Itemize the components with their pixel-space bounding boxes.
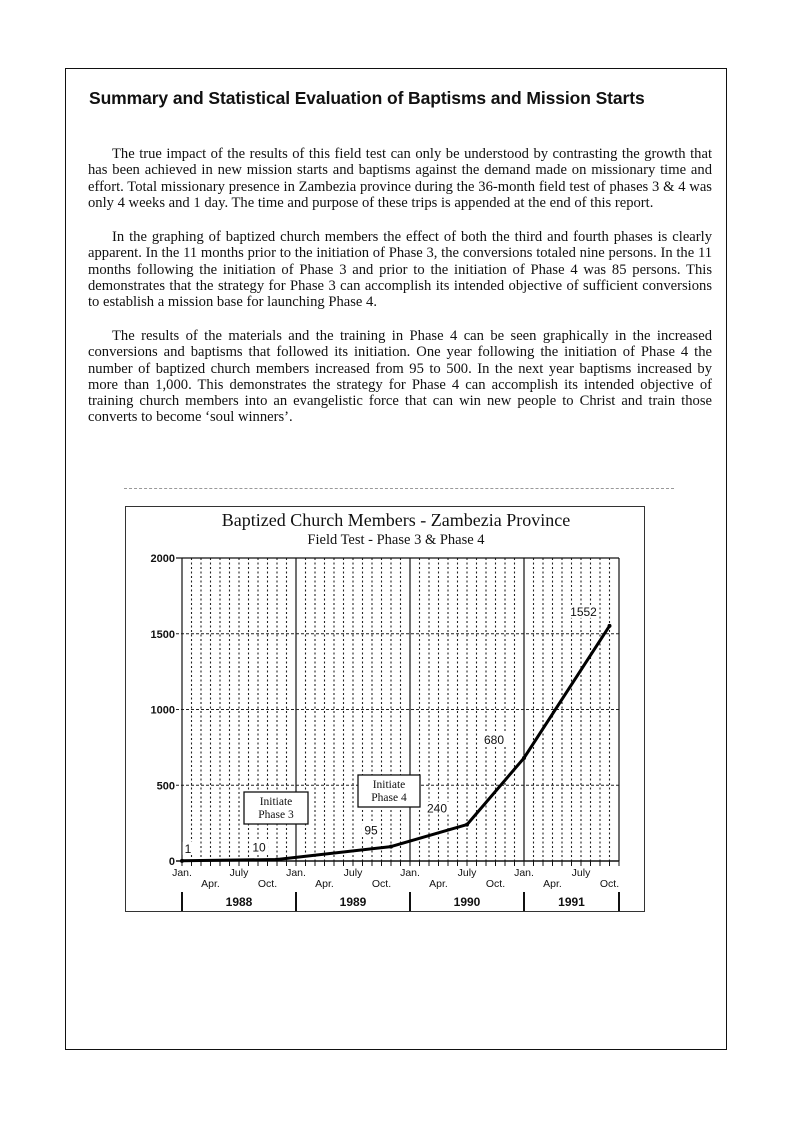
annotation-box-3: [244, 792, 308, 824]
series-line-baptized-members: [182, 626, 610, 861]
annotation-text: Initiate: [259, 796, 293, 808]
annotation-text: Phase 4: [371, 792, 407, 804]
y-tick-label: 500: [156, 780, 175, 793]
annotation-layer: [244, 775, 420, 824]
page-heading: Summary and Statistical Evaluation of Baptisms and Mission Starts: [89, 88, 645, 108]
chart-title: Baptized Church Members - Zambezia Province: [221, 510, 571, 530]
annotation-box-4: [358, 775, 420, 807]
x-month-label: Jan.: [400, 867, 420, 879]
x-month-label: Oct.: [371, 878, 392, 890]
paragraph-2: In the graphing of baptized church members the effect of both the third and fourth phases is clearly apparent. In the 11 months prior to the initiation of Phase 3, the conversions totaled nine persons. In the 11 months following the initiation of Phase 3 and prior to the initiation of Phase 4 was 85 persons. This demonstrates that the strategy for Phase 3 can accomplish its intended objective of sufficient conversions to establish a mission base for launching Phase 4.: [88, 229, 712, 311]
year-label: 1989: [339, 895, 367, 909]
x-month-label: Apr.: [429, 878, 448, 890]
axis-layer: [151, 553, 620, 911]
x-month-label: Oct.: [599, 878, 620, 890]
grid-layer: [176, 558, 619, 861]
y-tick-label: 0: [168, 856, 175, 868]
baptisms-line-chart: [126, 507, 646, 913]
year-label: 1991: [558, 895, 585, 909]
paragraph-1: The true impact of the results of this field test can only be understood by contrasting the growth that has been achieved in new mission starts and baptisms against the demand made on missionary time and effort. Total missionary presence in Zambezia province during the 36-month field test of phases 3 & 4 was only 4 weeks and 1 day. The time and purpose of these trips is appended at the end of this report.: [88, 146, 712, 211]
data-label: 1552: [570, 604, 597, 619]
annotation-text: Phase 3: [258, 809, 294, 821]
series-layer: [180, 624, 612, 863]
x-month-label: July: [343, 867, 363, 879]
data-label: 10: [252, 840, 266, 855]
x-month-label: Oct.: [485, 878, 506, 890]
data-point: [522, 756, 526, 760]
x-month-label: Apr.: [201, 878, 220, 890]
x-month-label: July: [229, 867, 249, 879]
y-tick-label: 1500: [150, 628, 175, 641]
year-label: 1988: [225, 895, 253, 909]
y-tick-label: 2000: [150, 553, 175, 565]
data-point: [180, 859, 184, 863]
separator-line: [124, 488, 674, 489]
year-label: 1990: [453, 895, 481, 909]
data-point: [465, 823, 469, 827]
data-point: [275, 857, 279, 861]
annotation-text: Initiate: [372, 779, 406, 791]
data-point: [608, 624, 612, 628]
x-month-label: July: [457, 867, 477, 879]
data-label: 1: [184, 841, 192, 856]
data-label: 680: [483, 732, 505, 747]
x-month-label: Jan.: [172, 867, 192, 879]
x-month-label: Jan.: [286, 867, 306, 879]
x-month-label: Oct.: [257, 878, 278, 890]
x-month-label: Jan.: [514, 867, 534, 879]
x-month-label: July: [571, 867, 591, 879]
paragraph-3: The results of the materials and the training in Phase 4 can be seen graphically in the increased conversions and baptisms that followed its initiation. One year following the initiation of Phase 4 the number of baptized church members increased from 95 to 500. In the next year baptisms increased by more than 1,000. This demonstrates the strategy for Phase 4 can accomplish its intended objective of training church members into an evangelistic force that can win new people to Christ and train those converts to become ‘soul winners’.: [88, 328, 712, 426]
chart-frame: [125, 506, 645, 912]
chart-subtitle: Field Test - Phase 3 & Phase 4: [307, 532, 485, 548]
data-label: 240: [426, 801, 448, 816]
x-month-label: Apr.: [315, 878, 334, 890]
x-month-label: Apr.: [543, 878, 562, 890]
data-point: [389, 845, 393, 849]
data-label: 95: [364, 823, 378, 838]
y-tick-label: 1000: [150, 704, 175, 717]
